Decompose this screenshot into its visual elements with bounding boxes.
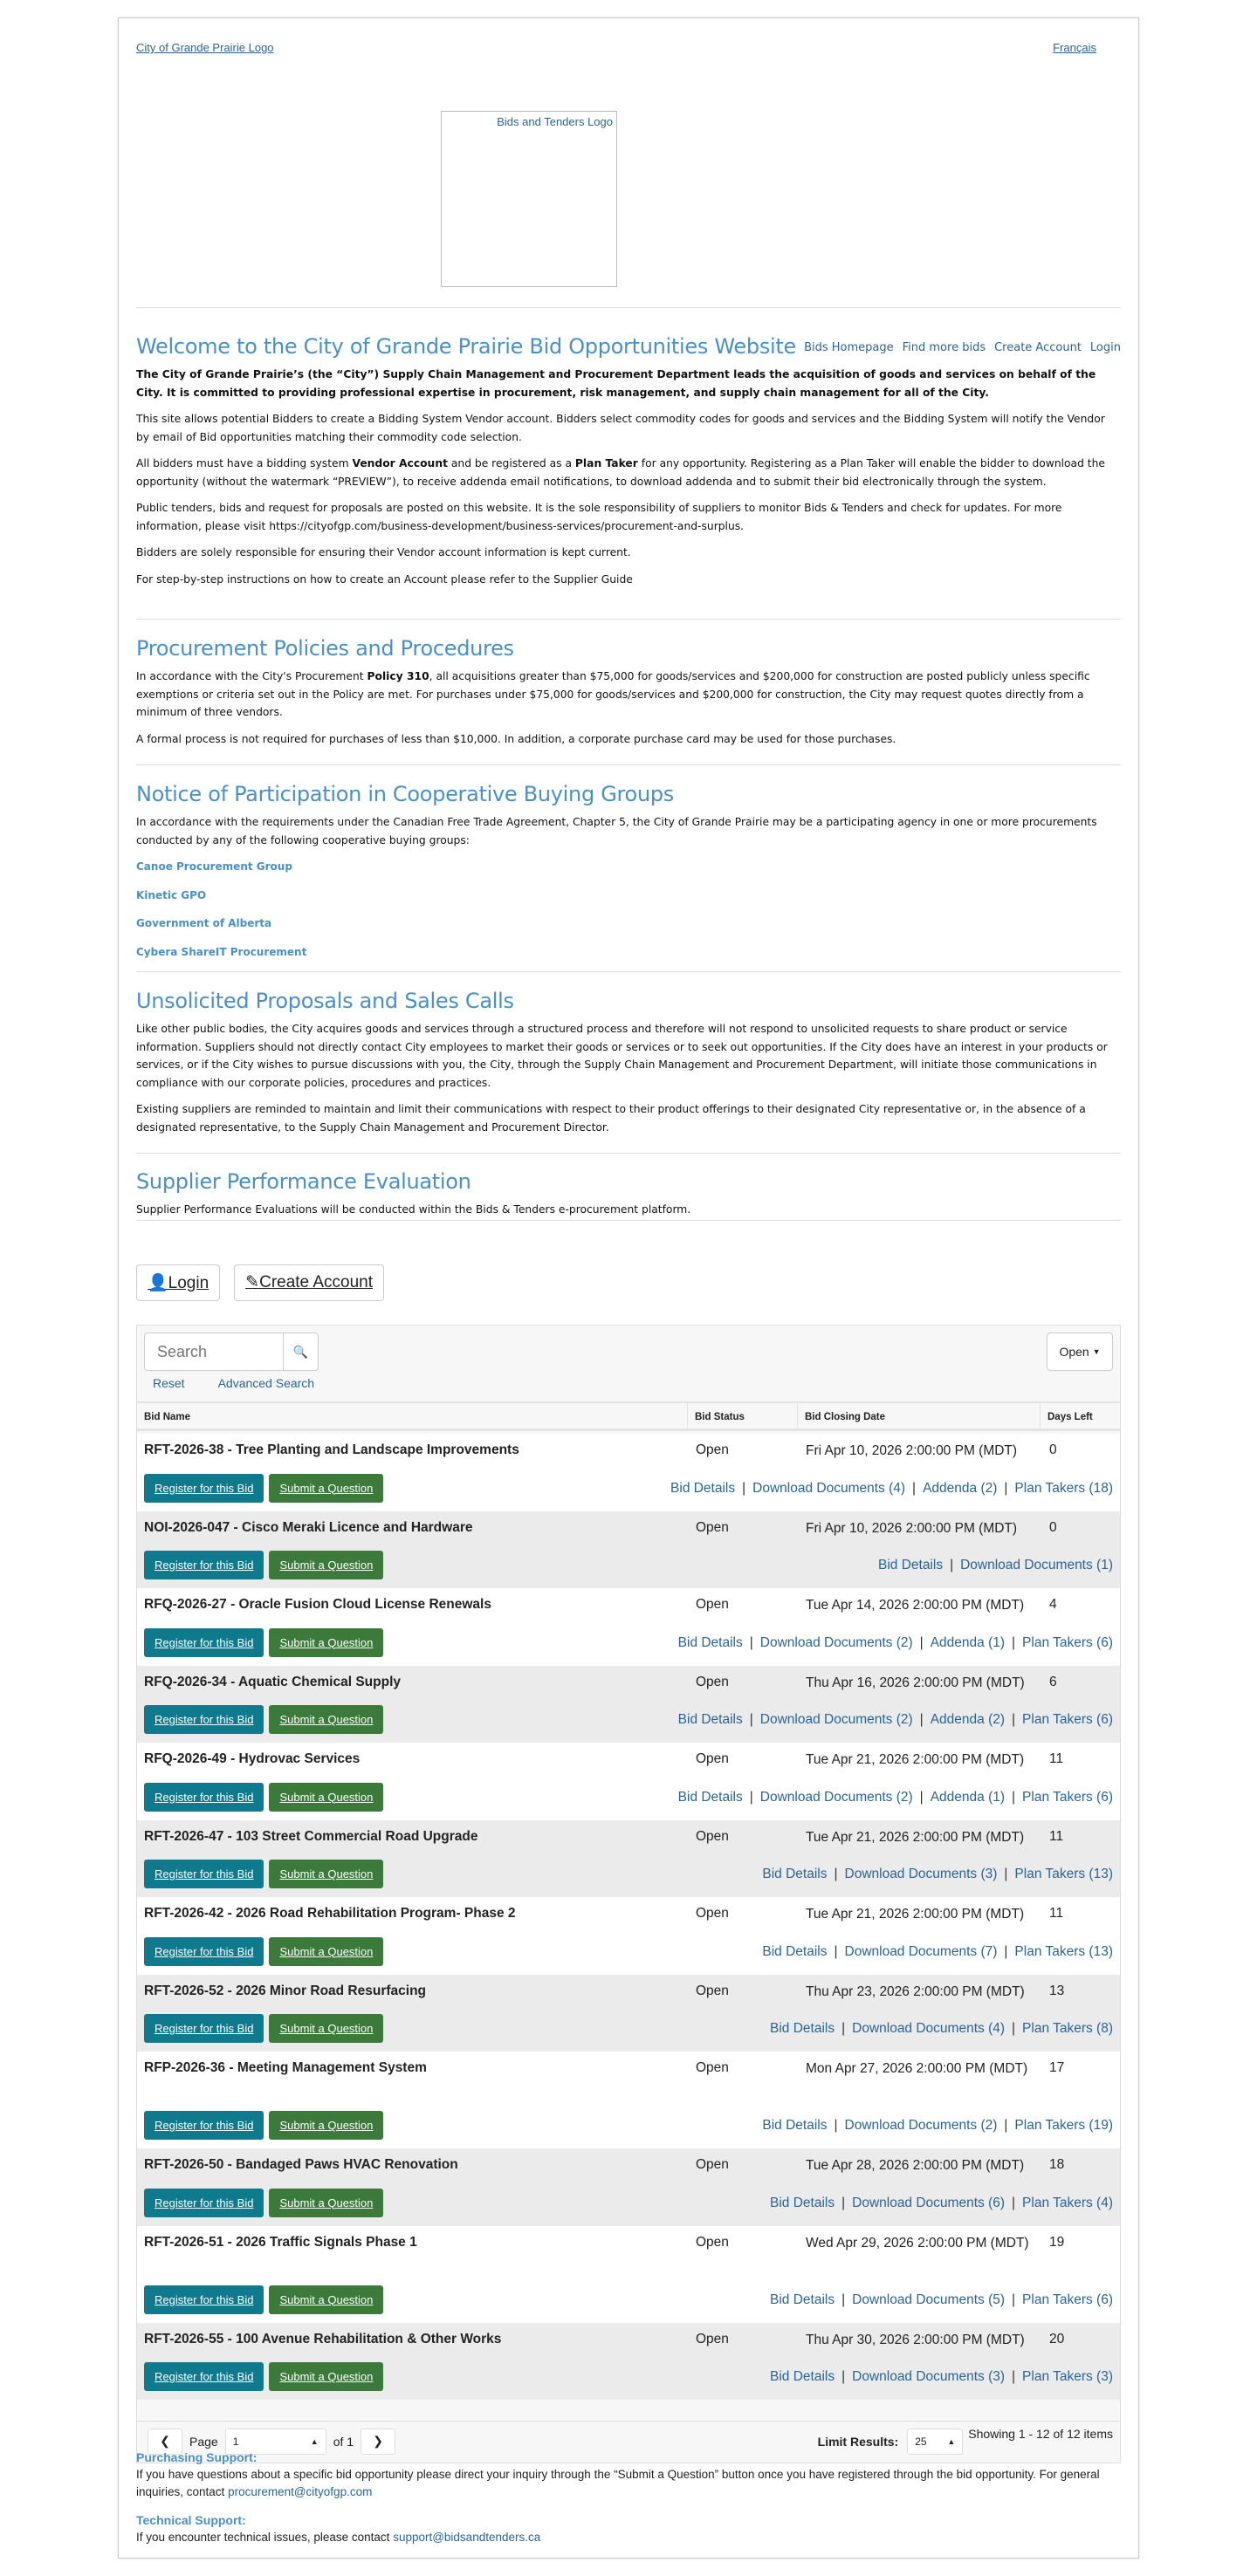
label: Create Account [259,1273,374,1291]
paragraph: Existing suppliers are reminded to maintain and limit their communications with respect to their product offerings to their designated City representative or, in the absence of a designated representative, to the Supply Chain Management and Procurement Director. [136,1103,1086,1134]
bid-details-link[interactable]: Bid Details [670,1480,736,1496]
bid-status: Open [696,1597,729,1612]
row-actions [144,1705,383,1734]
text: Public tenders, bids and request for proposals are posted on this website. It is the sole responsibility of suppliers to monitor Bids & Tenders and check for updates. For more information, please visit [136,502,1062,532]
separator: | [1004,1867,1008,1881]
search-icon: 🔍 [292,1344,309,1359]
bid-closing-date: Tue Apr 14, 2026 2:00:00 PM (MDT) [806,1598,1025,1613]
submit-question-button[interactable]: Submit a Question [269,2014,383,2043]
separator: | [834,2118,838,2133]
policies-section [136,634,1121,757]
plan-takers-link[interactable]: Plan Takers (6) [1022,1634,1113,1650]
separator: | [841,2021,846,2036]
paragraph [136,668,1121,722]
table-row [137,2226,1120,2323]
row-actions [144,2014,383,2043]
bid-details-link[interactable]: Bid Details [677,1634,743,1650]
bids-table-panel [136,1325,1121,2463]
addenda-link[interactable]: Addenda (2) [923,1480,998,1496]
login-button[interactable] [136,1264,220,1301]
separator: | [1004,1480,1008,1496]
separator: | [1004,2118,1008,2133]
column-bid-name[interactable]: Bid Name [137,1403,688,1428]
separator: | [1012,2195,1016,2210]
paragraph: Supplier Performance Evaluations will be conducted within the Bids & Tenders e-procurement platform. [136,1203,691,1216]
row-actions [144,2362,383,2391]
bid-details-link[interactable]: Bid Details [677,1712,743,1727]
separator: | [749,1789,753,1805]
bid-details-link[interactable]: Bid Details [677,1789,743,1805]
register-button[interactable]: Register for this Bid [144,2014,264,2043]
row-links [762,1944,1113,1960]
submit-question-button[interactable]: Submit a Question [269,2111,383,2140]
separator: | [1012,2292,1016,2307]
row-links [678,1712,1113,1728]
addenda-link[interactable]: Addenda (1) [930,1789,1006,1805]
row-links [770,2021,1113,2037]
submit-question-button[interactable]: Submit a Question [269,2362,383,2391]
city-logo[interactable]: City of Grande Prairie Logo [136,41,274,54]
bid-status: Open [696,1519,729,1535]
divider [136,307,1121,308]
paragraph: In accordance with the requirements under the Canadian Free Trade Agreement, Chapter 5, the City of Grande Prairie may be a participating agency in one or more procurements conducted by any of the following cooperative buying groups: [136,816,1097,846]
welcome-title: Welcome to the City of Grande Prairie Bid Opportunities Website [136,334,796,359]
intro-text: The City of Grande Prairie’s (the “City”) Supply Chain Management and Procurement Department leads the acquisition of goods and services on behalf of the City. It is committed to providing professional expertise in procurement, risk management, and supply chain management for all of the City. [136,368,1096,399]
download-documents-link[interactable]: Download Documents (3) [852,2369,1006,2384]
page-label: Page [189,2434,218,2449]
download-documents-link[interactable]: Download Documents (2) [844,2118,998,2133]
row-actions [144,1937,383,1966]
bid-details-link[interactable]: Bid Details [762,1943,828,1959]
separator: | [841,2292,846,2307]
divider [136,1220,1121,1221]
paragraph: This site allows potential Bidders to create a Bidding System Vendor account. Bidders select commodity codes for goods and services and the Bidding System will notify the Vendor by email of Bid opportunities matching their commodity code selection. [136,413,1105,443]
submit-question-button[interactable]: Submit a Question [269,1860,383,1888]
separator: | [1012,2021,1016,2036]
text: For step-by-step instructions on how to create an Account please refer to the [136,572,554,586]
page-value: 1 [232,2435,239,2448]
bid-name[interactable]: RFQ-2026-27 - Oracle Fusion Cloud License Renewals [144,1597,491,1612]
language-toggle[interactable]: Français [1053,41,1096,54]
register-button[interactable]: Register for this Bid [144,2111,264,2140]
days-left: 20 [1049,2331,1065,2346]
bid-details-link[interactable]: Bid Details [770,2292,835,2307]
column-closing-date[interactable]: Bid Closing Date [798,1403,1041,1428]
separator: | [834,1867,838,1881]
text: If you encounter technical issues, please contact [136,2531,394,2544]
plan-takers-link[interactable]: Plan Takers (6) [1022,2292,1113,2307]
submit-question-button[interactable]: Submit a Question [269,1783,383,1812]
separator: | [1004,1943,1008,1959]
bid-name[interactable]: RFT-2026-42 - 2026 Road Rehabilitation Program- Phase 2 [144,1906,516,1921]
bid-closing-date: Fri Apr 10, 2026 2:00:00 PM (MDT) [806,1443,1018,1458]
section-title: Unsolicited Proposals and Sales Calls [136,989,514,1013]
register-button[interactable]: Register for this Bid [144,2189,264,2217]
text: Plan Taker [574,457,638,469]
supplier-guide-link[interactable]: Supplier Guide [553,572,633,586]
limit-label: Limit Results: [817,2434,899,2449]
status-filter-dropdown[interactable] [1047,1333,1113,1371]
search-box [144,1333,319,1371]
submit-question-button[interactable]: Submit a Question [269,1474,383,1503]
register-button[interactable]: Register for this Bid [144,1628,264,1657]
label: Login [168,1274,210,1292]
bid-name[interactable]: RFT-2026-50 - Bandaged Paws HVAC Renovation [144,2157,458,2172]
download-documents-link[interactable]: Download Documents (5) [852,2292,1006,2307]
caret-down-icon: ▼ [1092,1347,1101,1356]
separator: | [919,1789,924,1805]
submit-question-button[interactable]: Submit a Question [269,1628,383,1657]
search-links [153,1376,347,1390]
bid-details-link[interactable]: Bid Details [770,2021,835,2036]
search-button[interactable] [283,1333,318,1370]
separator: | [919,1712,924,1727]
download-documents-link[interactable]: Download Documents (1) [960,1558,1113,1572]
table-row [137,1666,1120,1744]
advanced-search-link[interactable]: Advanced Search [217,1376,315,1390]
selected-value: Open [1059,1345,1089,1359]
paragraph: A formal process is not required for purchases of less than $10,000. In addition, a corporate purchase card may be used for those purchases. [136,732,896,745]
text: In accordance with the City's Procurement [136,670,367,682]
row-links [670,1481,1113,1497]
plan-takers-link[interactable]: Plan Takers (4) [1022,2195,1113,2210]
table-row [137,2052,1120,2148]
footer [136,2449,1121,2546]
row-actions [144,2285,383,2314]
page-count: of 1 [333,2434,354,2449]
separator: | [1012,1789,1016,1805]
bid-closing-date: Tue Apr 21, 2026 2:00:00 PM (MDT) [806,1829,1025,1845]
register-button[interactable]: Register for this Bid [144,1937,264,1966]
prev-page-button[interactable]: ❮ [148,2429,182,2455]
column-days-left[interactable]: Days Left [1048,1412,1093,1422]
days-left: 13 [1049,1983,1065,1998]
divider [136,764,1121,765]
bid-closing-date: Wed Apr 29, 2026 2:00:00 PM (MDT) [806,2235,1029,2251]
paragraph: Like other public bodies, the City acquires goods and services through a structured process and therefore will not respond to unsolicited requests to share product or service information. Suppliers should not directly contact City employees to market their goods or services or to seek out opportunities. If the City does have an interest in your products or services, or if the City wishes to pursue discussions with you, the City, through the Supply Chain Management and Procurement Department, will initiate those communications in compliance with our corporate policies, procedures and practices. [136,1023,1108,1089]
coop-section [136,780,1121,971]
support-email-link[interactable]: support@bidsandtenders.ca [393,2531,541,2544]
page-container [118,17,1139,2559]
bid-status: Open [696,1906,729,1921]
table-row [137,1897,1120,1975]
section-title: Supplier Performance Evaluation [136,1169,471,1194]
account-actions [136,1264,384,1301]
bid-closing-date: Fri Apr 10, 2026 2:00:00 PM (MDT) [806,1520,1018,1536]
table-row [137,2323,1120,2401]
row-links [770,2196,1113,2211]
coop-group-link[interactable]: Canoe Procurement Group [136,860,292,873]
separator: | [749,1634,753,1650]
next-page-button[interactable]: ❯ [361,2429,395,2455]
days-left: 11 [1049,1828,1064,1844]
days-left: 6 [1049,1674,1057,1689]
procurement-email-link[interactable]: procurement@cityofgp.com [228,2485,373,2498]
table-row [137,1588,1120,1666]
separator: | [742,1480,746,1496]
plan-takers-link[interactable]: Plan Takers (3) [1022,2369,1113,2384]
days-left: 17 [1049,2060,1065,2075]
welcome-section [136,332,1121,597]
row-actions [144,1860,383,1888]
bid-closing-date: Thu Apr 30, 2026 2:00:00 PM (MDT) [806,2332,1025,2347]
days-left: 11 [1049,1751,1064,1766]
bid-name[interactable]: RFP-2026-36 - Meeting Management System [144,2060,427,2075]
user-icon: 👤 [148,1274,168,1292]
plan-takers-link[interactable]: Plan Takers (6) [1022,1789,1113,1805]
row-links [762,1867,1113,1882]
bid-status: Open [696,1751,729,1766]
row-links [878,1558,1113,1573]
paragraph: Bidders are solely responsible for ensuring their Vendor account information is kept current. [136,546,631,558]
table-row [137,1820,1120,1898]
submit-question-button[interactable]: Submit a Question [269,1937,383,1966]
section-title: Notice of Participation in Cooperative Buying Groups [136,782,674,806]
bid-status: Open [696,1674,729,1689]
table-row [137,1511,1120,1589]
text: Vendor Account [352,457,448,469]
spin-up-icon: ▲ [310,2436,319,2446]
separator: | [919,1634,924,1650]
plan-takers-link[interactable]: Plan Takers (18) [1014,1480,1113,1496]
row-actions [144,1628,383,1657]
divider [136,619,1121,620]
performance-section [136,1168,1121,1228]
download-documents-link[interactable]: Download Documents (3) [844,1867,998,1881]
paragraph [136,499,1121,535]
search-input[interactable] [145,1333,283,1370]
paragraph [136,455,1121,490]
bid-details-link[interactable]: Bid Details [762,2118,828,2133]
bids-and-tenders-logo: Bids and Tenders Logo [441,111,617,287]
submit-question-button[interactable]: Submit a Question [269,1551,383,1579]
section-title: Procurement Policies and Procedures [136,636,514,661]
login-link[interactable]: Login [1089,341,1121,354]
days-left: 19 [1049,2234,1065,2250]
bid-name[interactable]: RFT-2026-38 - Tree Planting and Landscape Improvements [144,1442,519,1457]
bid-status: Open [696,2157,729,2172]
bid-status: Open [696,2234,729,2250]
table-row [137,2148,1120,2226]
text: and be registered as a [447,457,575,469]
bid-name[interactable]: RFT-2026-47 - 103 Street Commercial Road Upgrade [144,1828,478,1844]
table-row [137,1434,1120,1511]
text: If you have questions about a specific bid opportunity please direct your inquiry through the “Submit a Question” button once you have registered through the bid opportunity. For general inquiries, contact [136,2468,1100,2498]
days-left: 0 [1049,1442,1057,1457]
bid-name[interactable]: RFT-2026-51 - 2026 Traffic Signals Phase 1 [144,2234,417,2250]
bid-closing-date: Tue Apr 21, 2026 2:00:00 PM (MDT) [806,1907,1025,1922]
bid-closing-date: Thu Apr 16, 2026 2:00:00 PM (MDT) [806,1675,1025,1690]
submit-question-button[interactable]: Submit a Question [269,2189,383,2217]
days-left: 0 [1049,1519,1057,1535]
plan-takers-link[interactable]: Plan Takers (13) [1014,1867,1113,1881]
create-account-button[interactable] [234,1264,384,1301]
purchasing-title: Purchasing Support: [136,2450,258,2464]
register-button[interactable]: Register for this Bid [144,2285,264,2314]
row-actions [144,1551,383,1579]
download-documents-link[interactable]: Download Documents (7) [844,1943,998,1959]
text: for any opportunity. Registering as a Plan Taker will enable the bidder to download the opportunity (without the watermark “PREVIEW”), to receive addenda email notifications, to download addenda and to submit their bid electronically through the system. [136,457,1105,488]
limit-value: 25 [915,2435,927,2448]
top-nav [795,339,1121,358]
reset-link[interactable]: Reset [153,1376,185,1390]
row-actions [144,1783,383,1812]
submit-question-button[interactable]: Submit a Question [269,2285,383,2314]
row-actions [144,2189,383,2217]
addenda-link[interactable]: Addenda (2) [930,1712,1006,1727]
separator: | [749,1712,753,1727]
bid-name[interactable]: RFT-2026-52 - 2026 Minor Road Resurfacing [144,1983,427,1998]
bid-details-link[interactable]: Bid Details [770,2195,835,2210]
table-row [137,1743,1120,1820]
register-button[interactable]: Register for this Bid [144,1783,264,1812]
bid-name[interactable]: RFQ-2026-49 - Hydrovac Services [144,1751,361,1766]
separator: | [1012,2369,1016,2384]
technical-title: Technical Support: [136,2513,246,2527]
bid-name[interactable]: RFT-2026-55 - 100 Avenue Rehabilitation & Other Works [144,2331,502,2346]
bid-details-link[interactable]: Bid Details [762,1867,828,1881]
register-button[interactable]: Register for this Bid [144,1474,264,1503]
bid-details-link[interactable]: Bid Details [877,1558,944,1572]
bid-name[interactable]: NOI-2026-047 - Cisco Meraki Licence and Hardware [144,1519,473,1535]
bid-status: Open [696,2060,729,2075]
results-count: Showing 1 - 12 of 12 items [968,2427,1113,2441]
spin-up-icon: ▲ [947,2436,956,2446]
submit-question-button[interactable]: Submit a Question [269,1705,383,1734]
technical-text [136,2529,1121,2546]
bid-closing-date: Tue Apr 28, 2026 2:00:00 PM (MDT) [806,2158,1025,2173]
bid-name[interactable]: RFQ-2026-34 - Aquatic Chemical Supply [144,1674,402,1689]
bids-homepage-link[interactable]: Bids Homepage [804,341,894,354]
separator: | [912,1480,917,1496]
edit-icon: ✎ [245,1273,260,1291]
bid-closing-date: Thu Apr 23, 2026 2:00:00 PM (MDT) [806,1983,1025,1999]
bid-status: Open [696,1442,729,1457]
column-bid-status[interactable]: Bid Status [688,1403,798,1428]
separator: | [841,2369,846,2384]
divider [136,971,1121,972]
days-left: 18 [1049,2157,1065,2172]
text: , all acquisitions greater than $75,000 for goods/services and $200,000 for construction are posted publicly unless specific exemptions or criteria set out in the Policy are met. For purchases under $75,000 for goods/services and $200,000 for construction, the City may request quotes directly from a minimum of three vendors. [136,670,1090,718]
bids-table-body [137,1434,1120,2400]
purchasing-text [136,2466,1121,2501]
table-row [137,1975,1120,2052]
download-documents-link[interactable]: Download Documents (2) [759,1712,913,1727]
row-links [770,2369,1113,2385]
policy-link[interactable]: Policy 310 [367,670,429,682]
plan-takers-link[interactable]: Plan Takers (13) [1014,1943,1113,1959]
paragraph [136,571,1121,589]
download-documents-link[interactable]: Download Documents (6) [852,2195,1006,2210]
download-documents-link[interactable]: Download Documents (2) [759,1789,913,1805]
download-documents-link[interactable]: Download Documents (4) [852,2021,1006,2036]
separator: | [1012,1634,1016,1650]
register-button[interactable]: Register for this Bid [144,2362,264,2391]
coop-group-link[interactable]: Cybera ShareIT Procurement [136,945,307,958]
addenda-link[interactable]: Addenda (1) [930,1634,1006,1650]
row-actions [144,1474,383,1503]
plan-takers-link[interactable]: Plan Takers (6) [1022,1712,1113,1727]
unsolicited-section [136,987,1121,1145]
row-links [762,2118,1113,2134]
procurement-url-link[interactable]: https://cityofgp.com/business-development/business-services/procurement-and-surplus. [269,519,745,532]
register-button[interactable]: Register for this Bid [144,1551,264,1579]
bid-details-link[interactable]: Bid Details [770,2369,835,2384]
row-actions [144,2111,383,2140]
download-documents-link[interactable]: Download Documents (4) [752,1480,906,1496]
divider [136,1153,1121,1154]
coop-group-link[interactable]: Government of Alberta [136,917,272,929]
days-left: 11 [1049,1906,1064,1921]
separator: | [834,1943,838,1959]
bid-closing-date: Tue Apr 21, 2026 2:00:00 PM (MDT) [806,1752,1025,1767]
coop-group-link[interactable]: Kinetic GPO [136,888,207,901]
row-links [678,1790,1113,1805]
download-documents-link[interactable]: Download Documents (2) [759,1634,913,1650]
text: All bidders must have a bidding system [136,457,353,469]
plan-takers-link[interactable]: Plan Takers (8) [1022,2021,1113,2036]
separator: | [950,1558,954,1572]
register-button[interactable]: Register for this Bid [144,1860,264,1888]
row-links [770,2292,1113,2308]
register-button[interactable]: Register for this Bid [144,1705,264,1734]
plan-takers-link[interactable]: Plan Takers (19) [1014,2118,1113,2133]
days-left: 4 [1049,1597,1057,1612]
separator: | [1012,1712,1016,1727]
create-account-link[interactable]: Create Account [994,341,1082,354]
bid-status: Open [696,1983,729,1998]
table-header [137,1401,1120,1431]
bid-closing-date: Mon Apr 27, 2026 2:00:00 PM (MDT) [806,2061,1028,2076]
bid-status: Open [696,2331,729,2346]
bid-status: Open [696,1828,729,1844]
find-more-bids-link[interactable]: Find more bids [902,341,986,354]
separator: | [841,2195,846,2210]
row-links [678,1635,1113,1651]
